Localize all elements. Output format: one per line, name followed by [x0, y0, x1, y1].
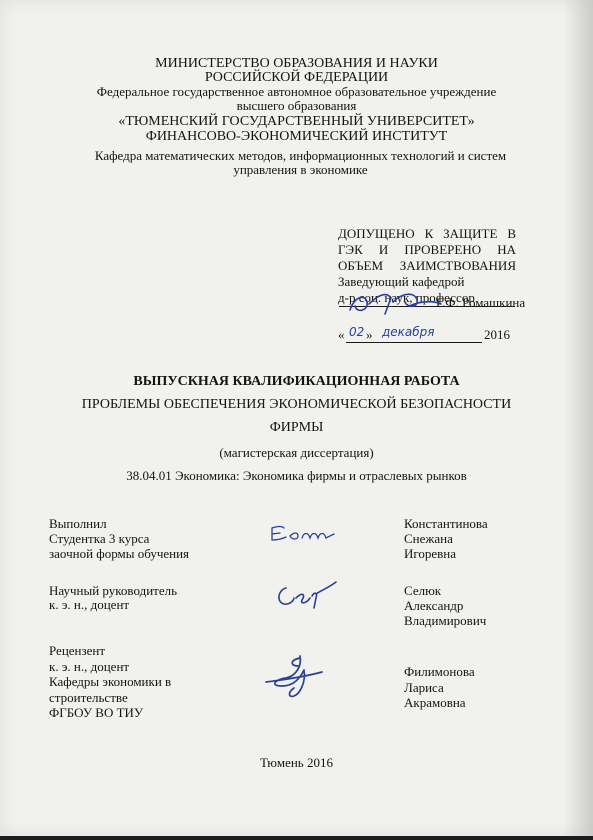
date-day: 02: [349, 325, 365, 339]
department-line-2: управления в экономике: [233, 162, 368, 177]
reviewer-name-1: Филимонова: [404, 664, 475, 679]
performer-name-3: Игоревна: [404, 546, 457, 561]
head-signature-image: [345, 288, 445, 318]
institute-name: ФИНАНСОВО-ЭКОНОМИЧЕСКИЙ ИНСТИТУТ: [145, 129, 448, 144]
approval-line-4: Заведующий кафедрой: [338, 274, 465, 289]
performer-role-3: заочной формы обучения: [49, 546, 190, 561]
page-edge-shadow: [563, 0, 593, 836]
approval-line-2: ГЭК И ПРОВЕРЕНО НА: [338, 242, 516, 257]
reviewer-role-2: к. э. н., доцент: [49, 659, 130, 674]
reviewer-role-4: строительстве: [49, 690, 128, 705]
performer-role-1: Выполнил: [49, 516, 107, 531]
reviewer-role-5: ФГБОУ ВО ТИУ: [49, 705, 144, 720]
degree-type: (магистерская диссертация): [219, 445, 374, 460]
institution-line-2: высшего образования: [236, 98, 357, 113]
performer-role-2: Студентка 3 курса: [49, 531, 150, 546]
performer-name-2: Снежана: [404, 531, 453, 546]
reviewer-role-1: Рецензент: [49, 643, 106, 658]
topic-line-1: ПРОБЛЕМЫ ОБЕСПЕЧЕНИЯ ЭКОНОМИЧЕСКОЙ БЕЗОПАСНОСТИ: [81, 397, 512, 412]
date-close-quote: »: [366, 327, 373, 342]
university-name: «ТЮМЕНСКИЙ ГОСУДАРСТВЕННЫЙ УНИВЕРСИТЕТ»: [118, 114, 475, 129]
institution-line-1: Федеральное государственное автономное образовательное учреждение: [96, 84, 497, 99]
approval-line-3: ОБЪЕМ ЗАИМСТВОВАНИЯ: [338, 258, 516, 273]
date-year: 2016: [484, 327, 510, 342]
supervisor-name-3: Владимирович: [404, 613, 487, 628]
head-name: Г.Ф. Ромашкина: [436, 295, 526, 310]
performer-signature-image: [268, 520, 338, 546]
work-type: ВЫПУСКНАЯ КВАЛИФИКАЦИОННАЯ РАБОТА: [133, 374, 460, 389]
ministry-line-1: МИНИСТЕРСТВО ОБРАЗОВАНИЯ И НАУКИ: [155, 56, 438, 71]
supervisor-role-1: Научный руководитель: [49, 583, 178, 598]
topic-line-2: ФИРМЫ: [269, 420, 324, 435]
date-month: декабря: [382, 325, 435, 339]
date-underline: [346, 342, 482, 343]
performer-name-1: Константинова: [404, 516, 488, 531]
department-line-1: Кафедра математических методов, информационных технологий и систем: [94, 148, 507, 163]
supervisor-name-2: Александр: [404, 598, 464, 613]
ministry-line-2: РОССИЙСКОЙ ФЕДЕРАЦИИ: [204, 70, 389, 85]
approval-line-5: д-р соц. наук, профессор: [338, 290, 475, 305]
approval-line-1: ДОПУЩЕНО К ЗАЩИТЕ В: [338, 226, 516, 241]
reviewer-role-3: Кафедры экономики в: [49, 674, 172, 689]
supervisor-name-1: Селюк: [404, 583, 442, 598]
city-year: Тюмень 2016: [260, 755, 333, 770]
date-open-quote: «: [338, 327, 345, 342]
reviewer-name-3: Акрамовна: [404, 695, 466, 710]
program-code: 38.04.01 Экономика: Экономика фирмы и отраслевых рынков: [126, 468, 467, 483]
supervisor-role-2: к. э. н., доцент: [49, 597, 130, 612]
scan-bottom-edge: [0, 836, 593, 840]
reviewer-signature-image: [260, 652, 330, 700]
reviewer-name-2: Лариса: [404, 680, 444, 695]
supervisor-signature-image: [272, 578, 342, 612]
